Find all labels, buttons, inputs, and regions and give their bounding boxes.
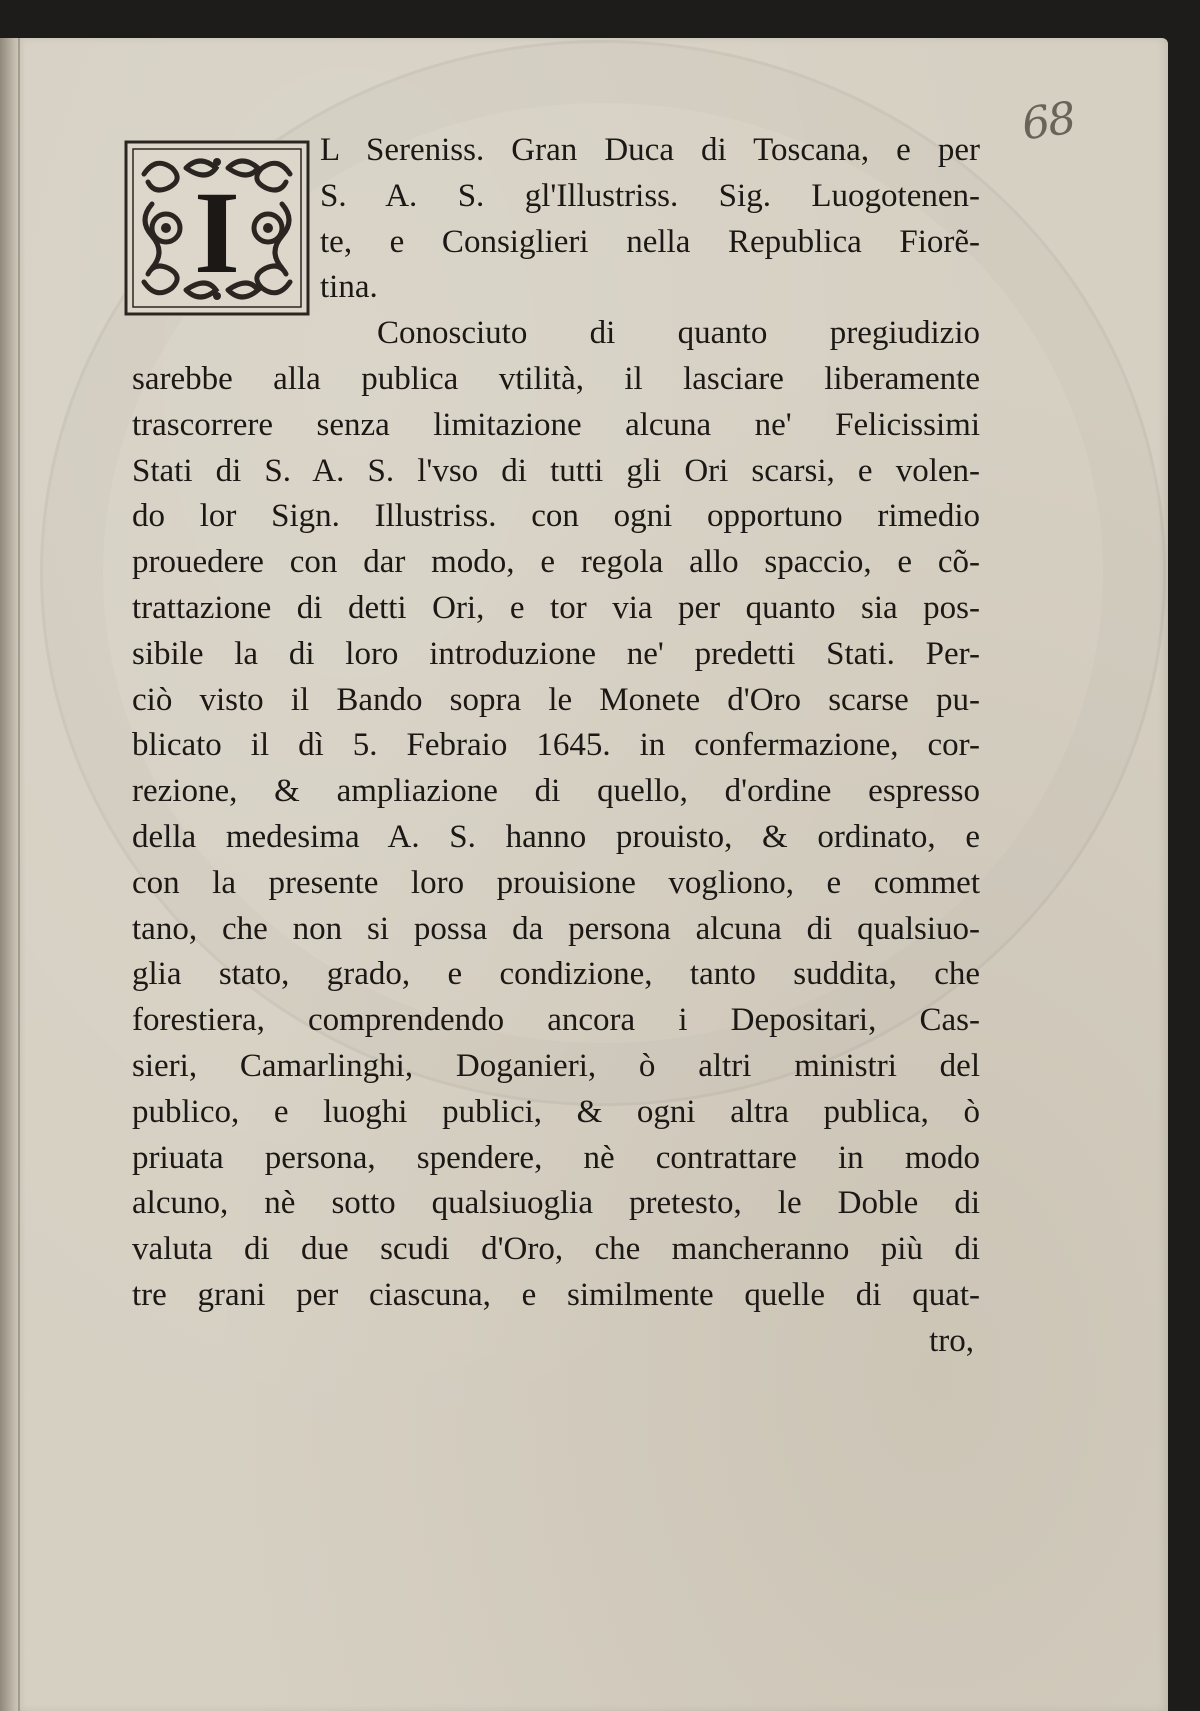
text-line: trattazione di detti Ori, e tor via per quanto sia pos- (132, 589, 980, 626)
catchword: tro, (929, 1322, 974, 1359)
page-number: 68 (1018, 92, 1078, 151)
text-line: forestiera, comprendendo ancora i Depositari, Cas- (132, 1002, 980, 1039)
text-line: blicato il dì 5. Febraio 1645. in confermazione, cor- (132, 727, 980, 764)
text-line: glia stato, grado, e condizione, tanto suddita, che (132, 956, 980, 993)
text-line: publico, e luoghi publici, & ogni altra publica, ò (132, 1093, 980, 1130)
text-line: tano, che non si possa da persona alcuna di qualsiuo- (132, 910, 980, 947)
text-line: prouedere con dar modo, e regola allo spaccio, e cõ- (132, 544, 980, 581)
text-line: Stati di S. A. S. l'vso di tutti gli Ori scarsi, e volen- (132, 452, 980, 489)
body-text (132, 128, 980, 1365)
text-line: L Sereniss. Gran Duca di Toscana, e per (320, 132, 980, 168)
text-line: do lor Sign. Illustriss. con ogni opportuno rimedio (132, 498, 980, 535)
text-line: ciò visto il Bando sopra le Monete d'Oro scarse pu- (132, 681, 980, 718)
text-line: Conosciuto di quanto pregiudizio (377, 315, 980, 352)
fold-line (18, 38, 20, 1711)
text-line: S. A. S. gl'Illustriss. Sig. Luogotenen- (320, 177, 980, 214)
text-line: sieri, Camarlinghi, Doganieri, ò altri ministri del (132, 1047, 980, 1084)
text-line: tre grani per ciascuna, e similmente quelle di quat- (132, 1276, 980, 1313)
text-line: priuata persona, spendere, nè contrattare in modo (132, 1139, 980, 1176)
text-line: sibile la di loro introduzione ne' predetti Stati. Per- (132, 635, 980, 672)
text-line: sarebbe alla publica vtilità, il lasciare liberamente (132, 360, 980, 397)
text-line: valuta di due scudi d'Oro, che mancheranno più di (132, 1231, 980, 1268)
text-line: te, e Consiglieri nella Republica Fiorẽ- (320, 223, 980, 260)
text-line: tina. (320, 269, 378, 306)
initial-letter: I (194, 167, 240, 298)
text-line: rezione, & ampliazione di quello, d'ordine espresso (132, 773, 980, 810)
text-line: alcuno, nè sotto qualsiuoglia pretesto, le Doble di (132, 1185, 980, 1222)
text-line: trascorrere senza limitazione alcuna ne' Felicissimi (132, 406, 980, 443)
text-line: della medesima A. S. hanno prouisto, & ordinato, e (132, 818, 980, 855)
text-line: con la presente loro prouisione vogliono, e commet (132, 864, 980, 901)
binding-gutter (0, 38, 26, 1711)
